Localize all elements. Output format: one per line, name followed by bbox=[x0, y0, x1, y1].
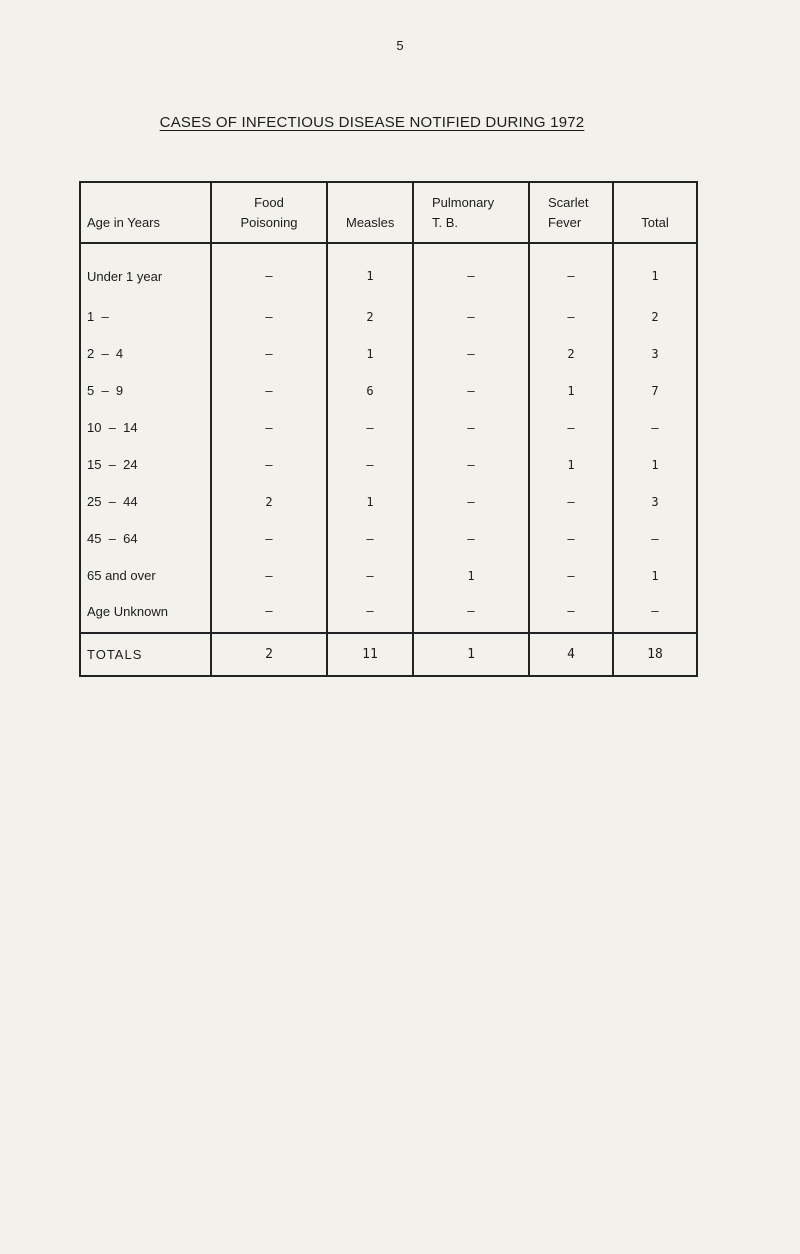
table-header-row bbox=[80, 182, 697, 243]
scarlet-fever-cell: – bbox=[529, 409, 613, 446]
pulmonary-tb-cell: – bbox=[413, 446, 529, 483]
totals-label: TOTALS bbox=[80, 633, 211, 676]
header-food-line-1: Food bbox=[254, 195, 284, 210]
food-poisoning-cell: – bbox=[211, 298, 327, 335]
page-title bbox=[0, 114, 744, 131]
table-row bbox=[80, 243, 697, 298]
scarlet-fever-total: 4 bbox=[529, 633, 613, 676]
header-food-poisoning bbox=[211, 182, 327, 243]
total-cell: 7 bbox=[613, 372, 697, 409]
total-cell: 3 bbox=[613, 483, 697, 520]
pulmonary-tb-cell: – bbox=[413, 520, 529, 557]
header-tb-line-2: T. B. bbox=[432, 215, 459, 230]
pulmonary-tb-cell: – bbox=[413, 335, 529, 372]
pulmonary-tb-cell: – bbox=[413, 243, 529, 298]
infectious-disease-table bbox=[79, 181, 698, 677]
table-row bbox=[80, 409, 697, 446]
totals-row bbox=[80, 633, 697, 676]
total-cell: 2 bbox=[613, 298, 697, 335]
page-number: 5 bbox=[396, 38, 404, 53]
food-poisoning-cell: – bbox=[211, 243, 327, 298]
grand-total: 18 bbox=[613, 633, 697, 676]
pulmonary-tb-cell: 1 bbox=[413, 557, 529, 594]
scarlet-fever-cell: – bbox=[529, 298, 613, 335]
header-total: Total bbox=[613, 182, 697, 243]
food-poisoning-cell: – bbox=[211, 372, 327, 409]
scarlet-fever-cell: – bbox=[529, 520, 613, 557]
food-poisoning-cell: 2 bbox=[211, 483, 327, 520]
header-food-line-2: Poisoning bbox=[240, 215, 298, 230]
food-poisoning-cell: – bbox=[211, 335, 327, 372]
age-cell: 65 and over bbox=[80, 557, 211, 594]
food-poisoning-cell: – bbox=[211, 520, 327, 557]
total-cell: 3 bbox=[613, 335, 697, 372]
total-cell: – bbox=[613, 594, 697, 633]
total-cell: 1 bbox=[613, 557, 697, 594]
age-cell: 15 – 24 bbox=[80, 446, 211, 483]
measles-cell: 6 bbox=[327, 372, 413, 409]
measles-cell: 1 bbox=[327, 243, 413, 298]
food-poisoning-total: 2 bbox=[211, 633, 327, 676]
scarlet-fever-cell: 1 bbox=[529, 372, 613, 409]
total-cell: 1 bbox=[613, 446, 697, 483]
pulmonary-tb-cell: – bbox=[413, 483, 529, 520]
measles-cell: – bbox=[327, 557, 413, 594]
pulmonary-tb-cell: – bbox=[413, 594, 529, 633]
pulmonary-tb-total: 1 bbox=[413, 633, 529, 676]
measles-cell: 1 bbox=[327, 483, 413, 520]
header-tb-line-1: Pulmonary bbox=[432, 195, 495, 210]
scarlet-fever-cell: – bbox=[529, 594, 613, 633]
age-cell: 45 – 64 bbox=[80, 520, 211, 557]
measles-total: 11 bbox=[327, 633, 413, 676]
age-cell: 1 – bbox=[80, 298, 211, 335]
age-cell: 2 – 4 bbox=[80, 335, 211, 372]
page-title-text: CASES OF INFECTIOUS DISEASE NOTIFIED DURING 1972 bbox=[159, 114, 585, 131]
food-poisoning-cell: – bbox=[211, 557, 327, 594]
age-cell: 10 – 14 bbox=[80, 409, 211, 446]
age-cell: Age Unknown bbox=[80, 594, 211, 633]
pulmonary-tb-cell: – bbox=[413, 298, 529, 335]
header-measles: Measles bbox=[327, 182, 413, 243]
age-cell: 5 – 9 bbox=[80, 372, 211, 409]
table-row bbox=[80, 594, 697, 633]
total-cell: – bbox=[613, 520, 697, 557]
header-scarlet-line-1: Scarlet bbox=[548, 195, 589, 210]
table-row bbox=[80, 372, 697, 409]
measles-cell: – bbox=[327, 594, 413, 633]
age-cell: 25 – 44 bbox=[80, 483, 211, 520]
header-scarlet-line-2: Fever bbox=[548, 215, 582, 230]
food-poisoning-cell: – bbox=[211, 409, 327, 446]
table-row bbox=[80, 520, 697, 557]
measles-cell: – bbox=[327, 409, 413, 446]
table-row bbox=[80, 298, 697, 335]
total-cell: – bbox=[613, 409, 697, 446]
scarlet-fever-cell: 1 bbox=[529, 446, 613, 483]
pulmonary-tb-cell: – bbox=[413, 409, 529, 446]
header-pulmonary-tb bbox=[413, 182, 529, 243]
measles-cell: 1 bbox=[327, 335, 413, 372]
scarlet-fever-cell: – bbox=[529, 557, 613, 594]
table-row bbox=[80, 335, 697, 372]
scarlet-fever-cell: – bbox=[529, 483, 613, 520]
food-poisoning-cell: – bbox=[211, 594, 327, 633]
pulmonary-tb-cell: – bbox=[413, 372, 529, 409]
header-scarlet-fever bbox=[529, 182, 613, 243]
table-row bbox=[80, 557, 697, 594]
measles-cell: – bbox=[327, 520, 413, 557]
age-cell: Under 1 year bbox=[80, 243, 211, 298]
scarlet-fever-cell: 2 bbox=[529, 335, 613, 372]
table-row bbox=[80, 483, 697, 520]
measles-cell: – bbox=[327, 446, 413, 483]
header-age: Age in Years bbox=[80, 182, 211, 243]
scarlet-fever-cell: – bbox=[529, 243, 613, 298]
measles-cell: 2 bbox=[327, 298, 413, 335]
total-cell: 1 bbox=[613, 243, 697, 298]
table-row bbox=[80, 446, 697, 483]
food-poisoning-cell: – bbox=[211, 446, 327, 483]
